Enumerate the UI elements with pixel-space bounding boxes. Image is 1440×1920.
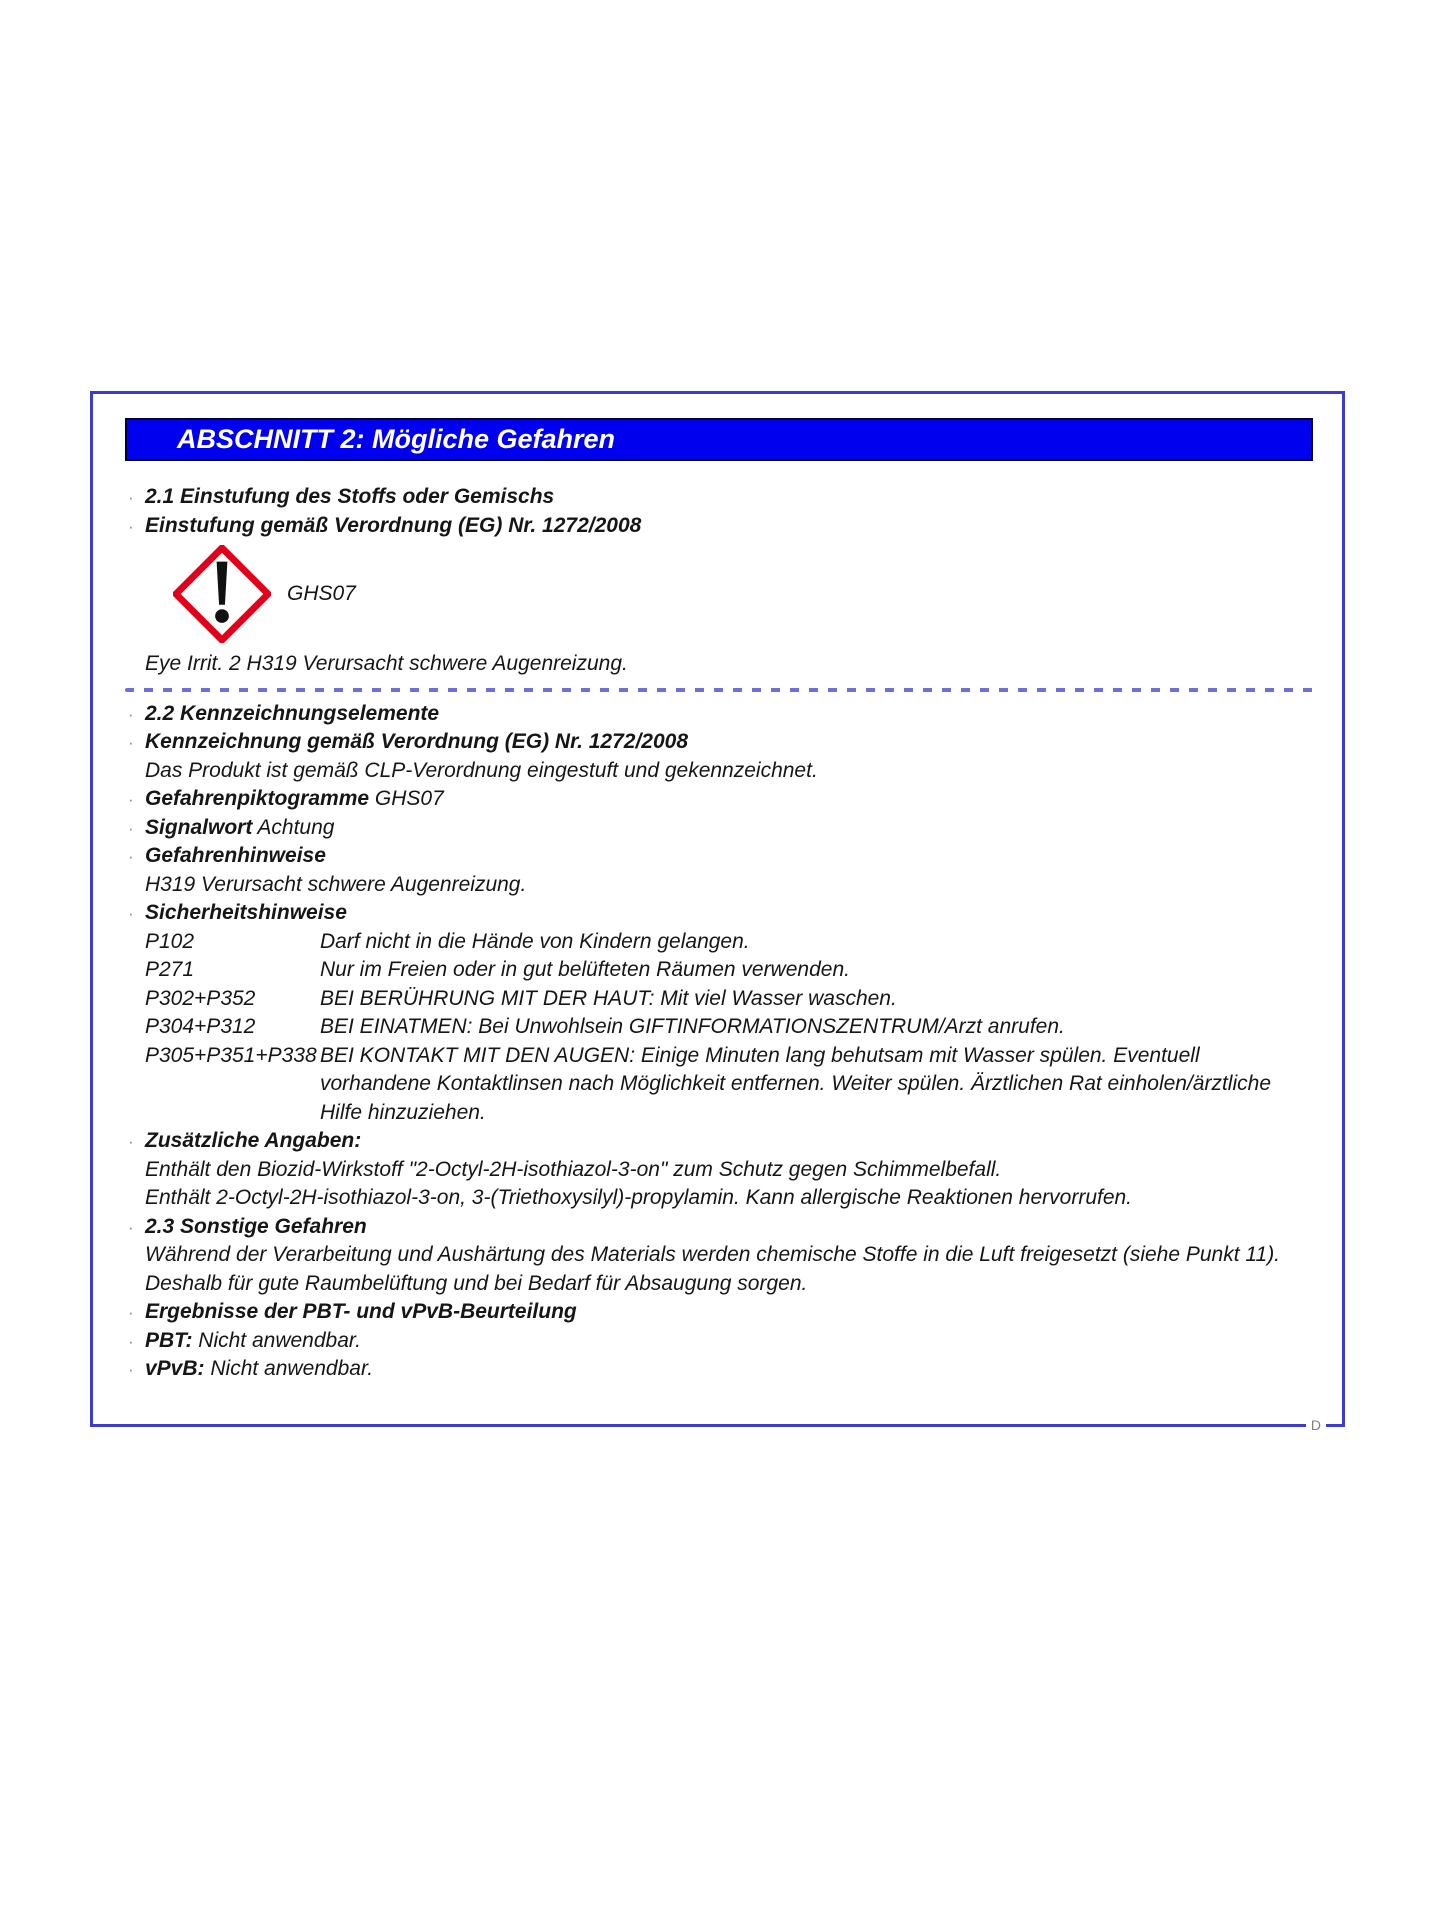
p-phrase-text: Darf nicht in die Hände von Kindern gelangen.: [320, 929, 750, 953]
p-phrase-code: P102: [145, 929, 195, 953]
pbt-assessment-label: Ergebnisse der PBT- und vPvB-Beurteilung: [145, 1300, 577, 1323]
heading-classification-regulation: [128, 512, 1307, 541]
p-phrase-code: P304+P312: [145, 1015, 256, 1038]
p-phrase-row: [145, 1013, 1307, 1042]
hazard-statements-label: Gefahrenhinweise: [145, 844, 326, 867]
p-phrase-code: P271: [145, 958, 195, 981]
heading-2-2-label: 2.2 Kennzeichnungselemente: [145, 701, 440, 725]
p-phrase-row: [145, 956, 1307, 985]
ghs-code-label: GHS07: [287, 581, 356, 605]
heading-labelling-regulation: [128, 728, 1307, 757]
p-phrase-text: BEI EINATMEN: Bei Unwohlsein GIFTINFORMATIONSZENTRUM/Arzt anrufen.: [320, 1015, 1065, 1038]
vpvb-value: Nicht anwendbar.: [210, 1357, 374, 1380]
precautionary-statements-label: Sicherheitshinweise: [145, 901, 347, 924]
heading-2-3: [128, 1213, 1307, 1242]
p-phrase-code: P302+P352: [145, 986, 256, 1010]
hazard-pictograms-label: Gefahrenpiktogramme: [145, 787, 370, 810]
additional-information-line-2: Enthält 2-Octyl-2H-isothiazol-3-on, 3-(Triethoxysilyl)-propylamin. Kann allergische Reaktionen hervorrufen.: [145, 1186, 1133, 1209]
hazard-statements-heading: [128, 842, 1307, 871]
clp-note-line: Das Produkt ist gemäß CLP-Verordnung eingestuft und gekennzeichnet.: [145, 758, 818, 782]
heading-2-1: [128, 483, 1307, 512]
signal-word-line: [128, 814, 1307, 843]
signal-word-label: Signalwort: [145, 815, 253, 839]
classification-result-line: Eye Irrit. 2 H319 Verursacht schwere Augenreizung.: [145, 652, 628, 675]
hazard-statement-line: H319 Verursacht schwere Augenreizung.: [145, 872, 527, 896]
section-container: [90, 391, 1345, 1433]
bullet-dot-icon: ·: [128, 704, 134, 724]
p-phrase-text: BEI BERÜHRUNG MIT DER HAUT: Mit viel Wasser waschen.: [320, 986, 897, 1010]
p-phrase-row: [145, 1042, 1307, 1128]
bullet-dot-icon: ·: [128, 1217, 134, 1237]
hazard-pictograms-line: [128, 785, 1307, 814]
section-header: ABSCHNITT 2: Mögliche Gefahren: [125, 418, 1313, 461]
bullet-dot-icon: ·: [128, 818, 134, 838]
pbt-assessment-heading: [128, 1298, 1307, 1327]
bullet-dot-icon: ·: [128, 847, 134, 866]
signal-word-value: Achtung: [257, 815, 335, 839]
bullet-dot-icon: ·: [128, 1360, 134, 1379]
bullet-dot-icon: ·: [128, 516, 134, 536]
other-hazards-text: Während der Verarbeitung und Aushärtung des Materials werden chemische Stoffe in die Luft freigesetzt (siehe Punkt 11). Deshalb für gute Raumbelüftung und bei Bedarf für Absaugung sorgen.: [145, 1243, 1281, 1295]
additional-information-label: Zusätzliche Angaben:: [145, 1129, 362, 1152]
p-phrase-text: Nur im Freien oder in gut belüfteten Räumen verwenden.: [320, 958, 850, 981]
vpvb-line: [128, 1355, 1307, 1384]
bullet-dot-icon: ·: [128, 488, 134, 507]
pbt-label: PBT:: [145, 1328, 193, 1352]
bullet-dot-icon: ·: [128, 1303, 134, 1322]
ghs-pictogram-row: [173, 544, 1307, 644]
bullet-dot-icon: ·: [128, 1331, 134, 1351]
additional-information-heading: [128, 1127, 1307, 1156]
vpvb-label: vPvB:: [145, 1357, 205, 1380]
bullet-dot-icon: ·: [128, 904, 134, 923]
pbt-value: Nicht anwendbar.: [198, 1328, 361, 1352]
bullet-dot-icon: ·: [128, 790, 134, 809]
pbt-line: [128, 1327, 1307, 1356]
p-phrase-code: P305+P351+P338: [145, 1043, 317, 1067]
dashed-divider: [125, 688, 1313, 692]
hazard-pictograms-value: GHS07: [374, 787, 444, 810]
p-phrase-row: [145, 985, 1307, 1014]
heading-classification-regulation-label: Einstufung gemäß Verordnung (EG) Nr. 1272/2008: [145, 513, 642, 537]
heading-2-2: [128, 700, 1307, 729]
heading-labelling-regulation-label: Kennzeichnung gemäß Verordnung (EG) Nr. 1272/2008: [145, 730, 689, 753]
heading-2-3-label: 2.3 Sonstige Gefahren: [145, 1214, 367, 1238]
page-marker-d: D: [1306, 1417, 1326, 1434]
ghs07-exclamation-pictogram-icon: [173, 545, 271, 643]
bullet-dot-icon: ·: [128, 1132, 134, 1151]
section-content: [128, 483, 1307, 1384]
additional-information-line-1: Enthält den Biozid-Wirkstoff "2-Octyl-2H-isothiazol-3-on" zum Schutz gegen Schimmelbefall.: [145, 1157, 1002, 1181]
bullet-dot-icon: ·: [128, 733, 134, 752]
p-phrase-text: BEI KONTAKT MIT DEN AUGEN: Einige Minuten lang behutsam mit Wasser spülen. Eventuell vorhandene Kontaktlinsen nach Möglichkeit entfernen. Weiter spülen. Ärztlichen Rat einholen/ärztliche Hilfe hinzuziehen.: [320, 1043, 1271, 1124]
precautionary-statements-heading: [128, 899, 1307, 928]
heading-2-1-label: 2.1 Einstufung des Stoffs oder Gemischs: [145, 485, 555, 508]
p-phrase-row: [145, 928, 1307, 957]
